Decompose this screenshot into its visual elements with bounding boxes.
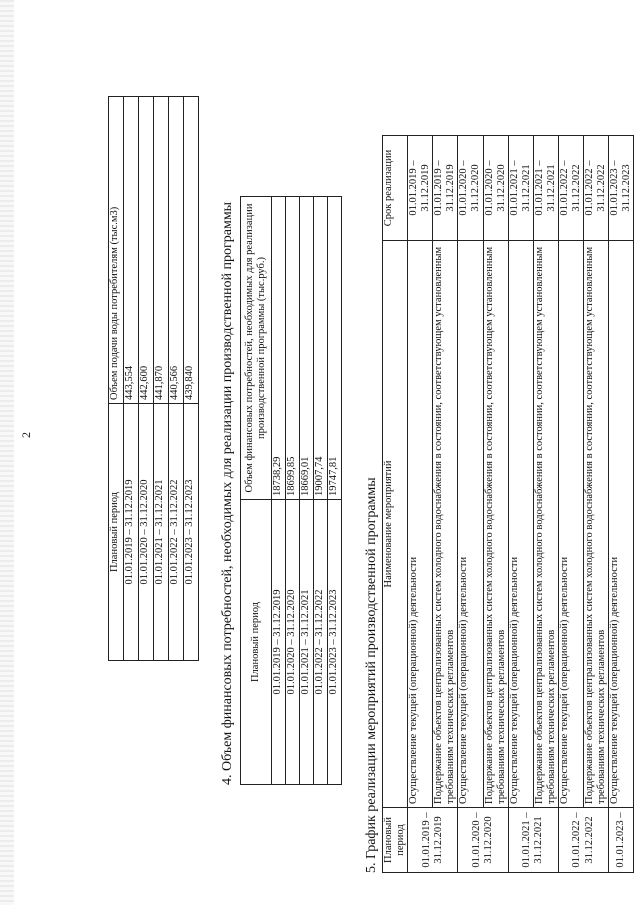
table-header-row	[241, 197, 272, 785]
measure-cell: Осуществление текущей (операционной) деятельности	[508, 241, 533, 808]
header-cell: Объем подачи воды потребителям (тыс.м3)	[109, 97, 124, 404]
measure-cell: Поддержание объектов централизованных систем холодного водоснабжения в состоянии, соответствующем установленным требованиям технических регламентов	[584, 241, 609, 808]
header-cell: Срок реализации	[383, 136, 408, 241]
term-cell: 01.01.2021 – 31.12.2021	[533, 136, 558, 241]
table-row	[508, 136, 533, 873]
period-cell: 01.01.2020 – 31.12.2020	[458, 808, 508, 873]
measure-cell: Осуществление текущей (операционной) деятельности	[558, 241, 583, 808]
value-cell: 18669,01	[300, 197, 314, 500]
table-row	[584, 136, 609, 873]
period-cell: 01.01.2021 – 31.12.2021	[300, 500, 314, 785]
term-cell: 01.01.2020 – 31.12.2020	[458, 136, 483, 241]
measure-cell: Поддержание объектов централизованных систем холодного водоснабжения в состоянии, соответствующем установленным требованиям технических регламентов	[433, 241, 458, 808]
table-row	[184, 97, 199, 661]
table-row	[314, 197, 328, 785]
measure-cell: Осуществление текущей (операционной) деятельности	[609, 241, 634, 808]
header-cell: Плановый период	[383, 808, 408, 873]
measure-cell: Поддержание объектов централизованных систем холодного водоснабжения в состоянии, соответствующем установленным требованиям технических регламентов	[483, 241, 508, 808]
period-cell: 01.01.2023 – 31.12.2023	[328, 500, 342, 785]
header-cell: Плановый период	[241, 500, 272, 785]
period-cell: 01.01.2019 – 31.12.2019	[124, 404, 139, 661]
page-number: 2	[19, 432, 33, 438]
value-cell: 439,840	[184, 97, 199, 404]
value-cell: 18699,85	[286, 197, 300, 500]
table-row	[139, 97, 154, 661]
schedule-table	[382, 135, 634, 873]
table-row	[609, 136, 634, 873]
value-cell: 442,600	[139, 97, 154, 404]
table-row	[558, 136, 583, 873]
table-row	[458, 136, 483, 873]
table-row	[124, 97, 139, 661]
table-row	[272, 197, 286, 785]
period-cell: 01.01.2022 – 31.12.2022	[314, 500, 328, 785]
term-cell: 01.01.2023 – 31.12.2023	[609, 136, 634, 241]
rotated-page	[12, 23, 632, 893]
period-cell: 01.01.2019 – 31.12.2019	[408, 808, 458, 873]
value-cell: 443,554	[124, 97, 139, 404]
table-row	[433, 136, 458, 873]
period-cell: 01.01.2023 – 31.12.2023	[184, 404, 199, 661]
term-cell: 01.01.2020 – 31.12.2020	[483, 136, 508, 241]
financial-needs-table	[240, 196, 342, 785]
period-cell: 01.01.2020 – 31.12.2020	[139, 404, 154, 661]
value-cell: 440,566	[169, 97, 184, 404]
header-cell: Плановый период	[109, 404, 124, 661]
term-cell: 01.01.2022 – 31.12.2022	[558, 136, 583, 241]
table-row	[533, 136, 558, 873]
header-cell: Наименование мероприятий	[383, 241, 408, 808]
term-cell: 01.01.2019 – 31.12.2019	[408, 136, 433, 241]
period-cell: 01.01.2023 –	[609, 808, 634, 873]
section-5-title: 5. График реализации мероприятий производственной программы	[364, 477, 379, 873]
term-cell: 01.01.2021 – 31.12.2021	[508, 136, 533, 241]
section-4-title: 4. Объем финансовых потребностей, необходимых для реализации производственной программы	[220, 201, 235, 785]
table-row	[483, 136, 508, 873]
table-row	[169, 97, 184, 661]
value-cell: 19747,81	[328, 197, 342, 500]
table-header-row	[383, 136, 408, 873]
table-row	[300, 197, 314, 785]
table-row	[154, 97, 169, 661]
period-cell: 01.01.2021 – 31.12.2021	[508, 808, 558, 873]
value-cell: 19007,74	[314, 197, 328, 500]
measure-cell: Поддержание объектов централизованных систем холодного водоснабжения в состоянии, соответствующем установленным требованиям технических регламентов	[533, 241, 558, 808]
value-cell: 18738,29	[272, 197, 286, 500]
period-cell: 01.01.2019 – 31.12.2019	[272, 500, 286, 785]
table-header-row	[109, 97, 124, 661]
table-row	[408, 136, 433, 873]
period-cell: 01.01.2022 – 31.12.2022	[169, 404, 184, 661]
term-cell: 01.01.2022 – 31.12.2022	[584, 136, 609, 241]
measure-cell: Осуществление текущей (операционной) деятельности	[408, 241, 433, 808]
period-cell: 01.01.2021 – 31.12.2021	[154, 404, 169, 661]
period-cell: 01.01.2022 – 31.12.2022	[558, 808, 608, 873]
water-supply-table	[108, 96, 199, 661]
term-cell: 01.01.2019 – 31.12.2019	[433, 136, 458, 241]
period-cell: 01.01.2020 – 31.12.2020	[286, 500, 300, 785]
table-row	[328, 197, 342, 785]
header-cell: Объем финансовых потребностей, необходимых для реализации производственной программы (тыс.руб.)	[241, 197, 272, 500]
measure-cell: Осуществление текущей (операционной) деятельности	[458, 241, 483, 808]
table-row	[286, 197, 300, 785]
value-cell: 441,870	[154, 97, 169, 404]
